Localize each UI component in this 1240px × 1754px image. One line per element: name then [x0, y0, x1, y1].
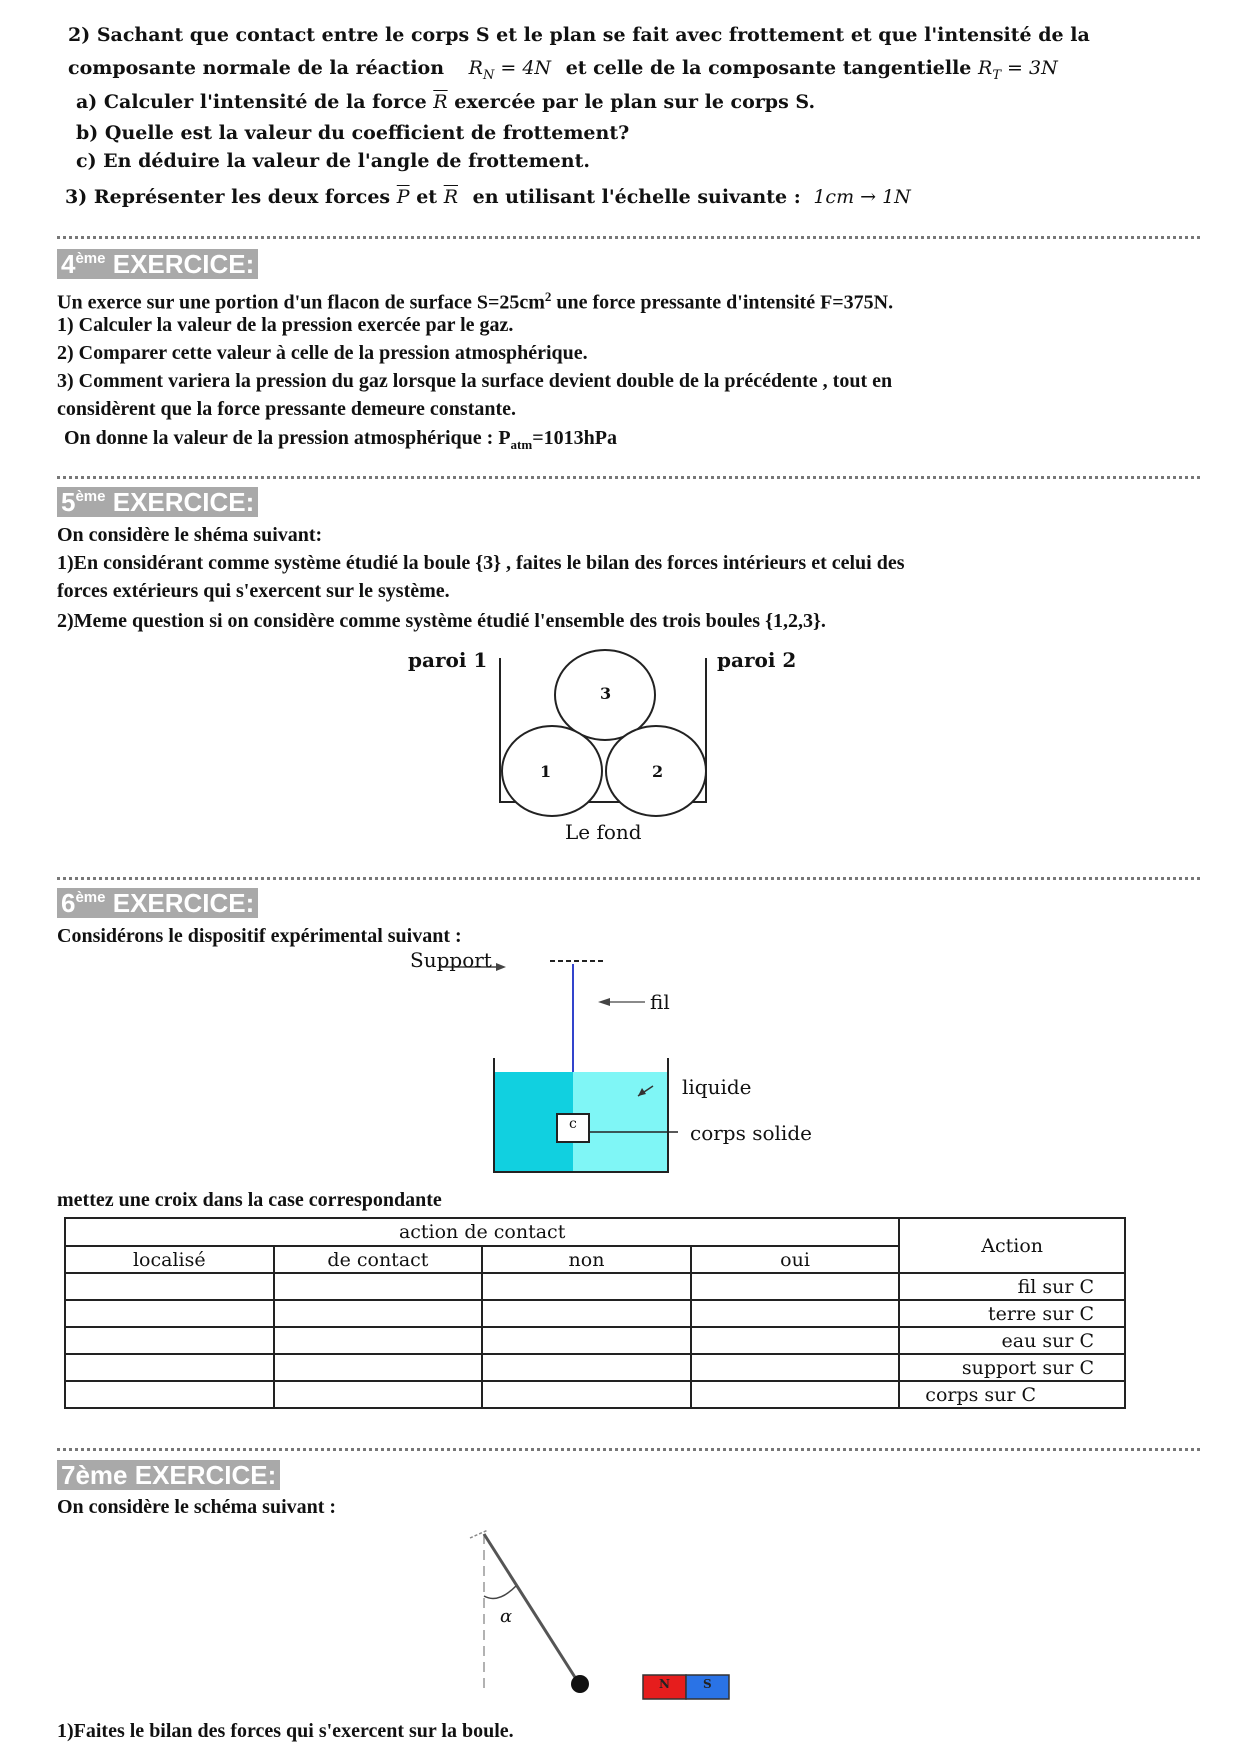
table-cell[interactable] — [691, 1273, 900, 1300]
ex5-line3: forces extérieurs qui s'exercent sur le système. — [57, 580, 450, 602]
fil-label: fil — [650, 990, 670, 1014]
table-col-header: localisé — [65, 1246, 274, 1273]
ex5-line2: 1)En considérant comme système étudié la boule {3} , faites le bilan des forces intérieurs et celui des — [57, 552, 905, 574]
pendulum-svg — [440, 1518, 770, 1708]
alpha-label: α — [500, 1606, 513, 1627]
table-cell[interactable] — [65, 1273, 274, 1300]
pendulum-ball — [571, 1675, 589, 1693]
exercise-4-header: 4ème EXERCICE: — [57, 249, 258, 279]
table-row-label: fil sur C — [899, 1273, 1125, 1300]
pendulum-thread — [484, 1534, 578, 1682]
ex4-line6: On donne la valeur de la pression atmosphérique : $P_{atm}=1013hPa$ — [64, 427, 617, 452]
ball-2-label: 2 — [652, 762, 664, 781]
table-cell[interactable] — [274, 1354, 483, 1381]
ex3-qc: c) En déduire la valeur de l'angle de frottement. — [76, 150, 590, 172]
pendulum-liquid-diagram — [410, 948, 830, 1188]
ex3-qb: b) Quelle est la valeur du coefficient de frottement? — [76, 122, 630, 144]
table-cell[interactable] — [274, 1327, 483, 1354]
table-row-label: support sur C — [899, 1354, 1125, 1381]
angle-arc — [484, 1586, 516, 1598]
table-cell[interactable] — [691, 1354, 900, 1381]
ex5-line1: On considère le shéma suivant: — [57, 524, 323, 546]
ex3-q2-line2: composante normale de la réaction $R_N = 4N$ et celle de la composante tangentielle $R_T = 3N$ — [68, 57, 1058, 83]
table-row — [65, 1273, 1125, 1300]
ex4-line3: 2) Comparer cette valeur à celle de la pression atmosphérique. — [57, 342, 588, 364]
forces-table — [64, 1217, 1126, 1409]
table-cell[interactable] — [482, 1381, 691, 1408]
magnet-s-label: S — [703, 1677, 712, 1691]
ex7-line1: On considère le schéma suivant : — [57, 1496, 337, 1518]
table-row — [65, 1354, 1125, 1381]
ex5-line4: 2)Meme question si on considère comme système étudié l'ensemble des trois boules {1,2,3}. — [57, 610, 826, 632]
ex3-q2-line1: 2) Sachant que contact entre le corps S et le plan se fait avec frottement et que l'intensité de la — [68, 24, 1090, 46]
table-cell[interactable] — [691, 1300, 900, 1327]
table-row — [65, 1300, 1125, 1327]
ex6-line1: Considérons le dispositif expérimental suivant : — [57, 925, 462, 947]
table-action-header: Action — [899, 1218, 1125, 1273]
support-label: Support — [410, 948, 492, 972]
table-col-header: non — [482, 1246, 691, 1273]
liquid-diagram-svg — [410, 948, 830, 1188]
wall-2-label: paroi 2 — [717, 648, 797, 672]
table-row-label: terre sur C — [899, 1300, 1125, 1327]
ball-1-label: 1 — [540, 762, 552, 781]
separator — [57, 1448, 1200, 1451]
table-cell[interactable] — [482, 1300, 691, 1327]
balls-diagram — [400, 640, 840, 855]
ex4-line1: Un exerce sur une portion d'un flacon de surface $S=25cm^2$ une force pressante d'intensité F=375N. — [57, 289, 894, 314]
ex3-qa: a) Calculer l'intensité de la force $\overline{R}$ exercée par le plan sur le corps S. — [76, 91, 816, 113]
wall-1-label: paroi 1 — [408, 648, 488, 672]
ex4-line2: 1) Calculer la valeur de la pression exercée par le gaz. — [57, 314, 514, 336]
exercise-6-header: 6ème EXERCICE: — [57, 888, 258, 918]
table-group-header: action de contact — [65, 1218, 899, 1246]
table-cell[interactable] — [274, 1381, 483, 1408]
bottom-label: Le fond — [565, 820, 642, 844]
table-cell[interactable] — [691, 1381, 900, 1408]
table-cell[interactable] — [274, 1300, 483, 1327]
corps-solide-label: corps solide — [690, 1121, 812, 1145]
table-col-header: oui — [691, 1246, 900, 1273]
exercise-7-header: 7ème EXERCICE: — [57, 1460, 280, 1490]
table-row-label: eau sur C — [899, 1327, 1125, 1354]
ex4-line5: considèrent que la force pressante demeure constante. — [57, 398, 517, 420]
table-row — [65, 1381, 1125, 1408]
table-cell[interactable] — [691, 1327, 900, 1354]
separator — [57, 236, 1200, 239]
table-row-label: corps sur C — [899, 1381, 1125, 1408]
c-label: c — [569, 1116, 577, 1132]
table-cell[interactable] — [482, 1354, 691, 1381]
separator — [57, 476, 1200, 479]
pendulum-diagram — [440, 1518, 770, 1708]
ball-1 — [502, 726, 602, 816]
ex7-q1: 1)Faites le bilan des forces qui s'exercent sur la boule. — [57, 1720, 514, 1742]
magnet-n-label: N — [659, 1677, 670, 1691]
table-col-header: de contact — [274, 1246, 483, 1273]
table-cell[interactable] — [482, 1273, 691, 1300]
table-row — [65, 1327, 1125, 1354]
table-cell[interactable] — [65, 1354, 274, 1381]
table-cell[interactable] — [65, 1327, 274, 1354]
table-cell[interactable] — [65, 1300, 274, 1327]
separator — [57, 877, 1200, 880]
exercise-5-header: 5ème EXERCICE: — [57, 487, 258, 517]
table-cell[interactable] — [482, 1327, 691, 1354]
ball-3-label: 3 — [600, 684, 612, 703]
ex6-instruction: mettez une croix dans la case correspondante — [57, 1189, 442, 1211]
liquide-label: liquide — [682, 1075, 752, 1099]
ex4-line4: 3) Comment variera la pression du gaz lorsque la surface devient double de la précédente , tout en — [57, 370, 893, 392]
table-cell[interactable] — [274, 1273, 483, 1300]
ex3-q3: 3) Représenter les deux forces $\overline{P}$ et $\overline{R}$ en utilisant l'échelle suivante : 1cm → 1N — [65, 186, 911, 208]
table-cell[interactable] — [65, 1381, 274, 1408]
